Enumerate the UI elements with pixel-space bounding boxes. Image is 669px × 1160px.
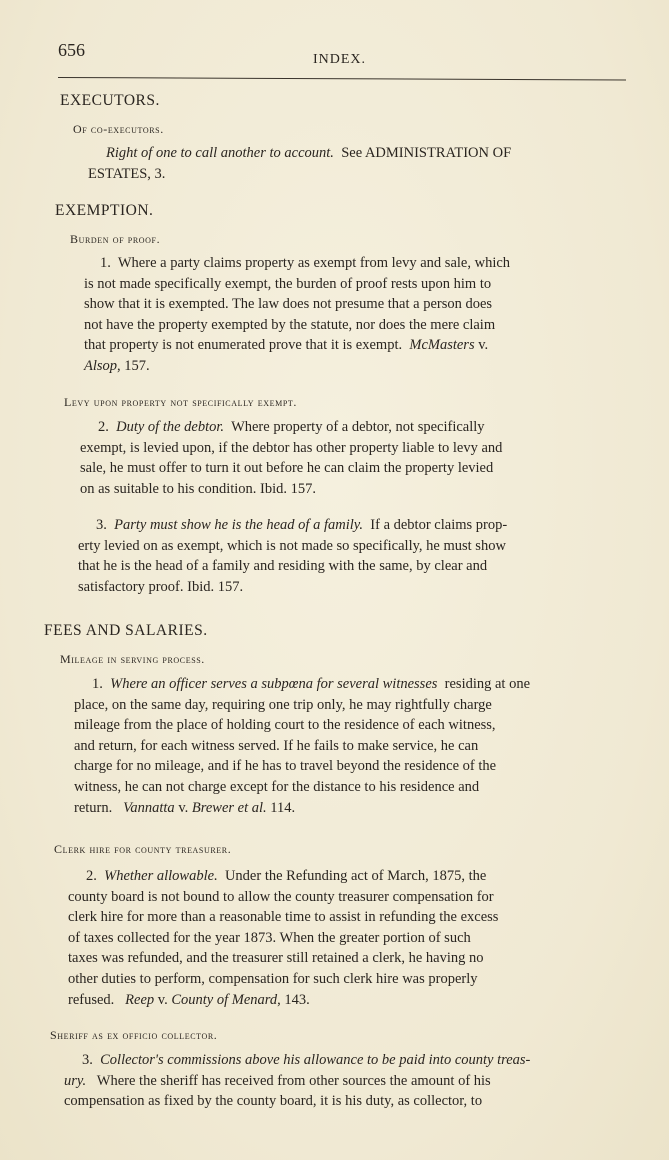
entry-number: 1. — [100, 255, 111, 271]
entry-text: ESTATES, 3. — [88, 165, 166, 182]
citation-v: v. — [478, 337, 489, 354]
entry-text: return. — [74, 799, 113, 816]
section-heading-fees-and-salaries: FEES AND SALARIES. — [44, 622, 208, 639]
entry-text: place, on the same day, requiring one trip only, he may rightfully charge — [74, 696, 492, 713]
entry-text: Where a party claims property as exempt from levy and sale, which — [117, 255, 511, 271]
subheading-mileage: Mileage in serving process. — [60, 652, 205, 666]
subheading-burden-of-proof: Burden of proof. — [70, 232, 161, 246]
entry-text: Where the sheriff has received from other sources the amount of his — [96, 1072, 491, 1089]
entry-italic-lead: Collector's commissions above his allowance to be paid into county treas- — [100, 1052, 531, 1068]
entry-text: sale, he must offer to turn it out before he can claim the property levied — [80, 460, 494, 477]
entry-text: exempt, is levied upon, if the debtor has other property liable to levy and — [80, 439, 503, 456]
entry-text: not have the property exempted by the statute, nor does the mere claim — [84, 316, 496, 333]
entry-text: that he is the head of a family and residing with the same, by clear and — [78, 558, 488, 575]
entry-text: refused. — [68, 991, 115, 1008]
section-heading-exemption: EXEMPTION. — [55, 202, 154, 219]
entry-text: witness, he can not charge except for the distance to his residence and — [74, 778, 480, 795]
entry-text: on as suitable to his condition. Ibid. 157. — [80, 480, 317, 497]
entry-italic-lead: ury. — [64, 1072, 87, 1089]
entry-exemption-3 — [78, 515, 620, 597]
entry-fees-1 — [74, 674, 622, 818]
citation-case-name: Vannatta — [123, 799, 175, 816]
entry-text: is not made specifically exempt, the burden of proof rests upon him to — [84, 275, 492, 292]
entry-text: other duties to perform, compensation for such clerk hire was properly — [68, 970, 478, 987]
citation-page: , 143. — [277, 991, 310, 1008]
entry-fees-3 — [64, 1050, 616, 1112]
entry-text: mileage from the place of holding court to the residence of each witness, — [74, 717, 496, 734]
entry-exemption-2 — [80, 417, 622, 499]
entry-text: erty levied on as exempt, which is not made so specifically, he must show — [78, 537, 506, 554]
entry-text: satisfactory proof. Ibid. 157. — [78, 578, 244, 595]
subheading-sheriff-collector: Sheriff as ex officio collector. — [50, 1028, 218, 1042]
citation-v: v. — [157, 991, 168, 1008]
entry-number: 2. — [98, 419, 109, 435]
entry-text: county board is not bound to allow the county treasurer compensation for — [68, 888, 494, 905]
citation-page: 114. — [270, 799, 296, 816]
entry-number: 3. — [82, 1052, 93, 1068]
entry-italic-lead: Party must show he is the head of a family. — [114, 517, 364, 533]
subheading-clerk-hire: Clerk hire for county treasurer. — [54, 842, 232, 856]
entry-text: See ADMINISTRATION OF — [341, 145, 512, 161]
entry-number: 1. — [92, 676, 103, 692]
citation-case-name: Brewer et al. — [191, 799, 267, 816]
entry-italic-lead: Whether allowable. — [104, 868, 218, 884]
citation-v: v. — [178, 799, 189, 816]
entry-text: Under the Refunding act of March, 1875, the — [224, 868, 487, 884]
citation-case-name: Reep — [125, 991, 155, 1008]
subheading-of-co-executors: Of co-executors. — [73, 122, 164, 136]
entry-text: If a debtor claims prop- — [370, 517, 508, 533]
entry-text: of taxes collected for the year 1873. When the greater portion of such — [68, 929, 471, 946]
entry-text: compensation as fixed by the county board, it is his duty, as collector, to — [64, 1093, 483, 1110]
entry-text: that property is not enumerated prove that it is exempt. — [84, 337, 403, 354]
entry-italic-lead: Right of one to call another to account. — [106, 145, 334, 161]
citation-page: , 157. — [117, 357, 150, 374]
entry-italic-lead: Where an officer serves a subpœna for several witnesses — [110, 676, 438, 692]
running-head: INDEX. — [313, 52, 367, 67]
entry-text: taxes was refunded, and the treasurer still retained a clerk, he having no — [68, 950, 484, 967]
entry-text: Where property of a debtor, not specifically — [231, 419, 485, 435]
citation-case-name: McMasters — [409, 337, 475, 354]
entry-text: charge for no mileage, and if he has to travel beyond the residence of the — [74, 758, 497, 775]
entry-fees-2 — [68, 866, 616, 1010]
page-number: 656 — [58, 40, 85, 60]
subheading-levy-upon-property: Levy upon property not specifically exempt. — [64, 395, 297, 409]
entry-number: 3. — [96, 517, 107, 533]
entry-exemption-1 — [84, 253, 626, 377]
entry-italic-lead: Duty of the debtor. — [116, 419, 225, 435]
citation-case-name: County of Menard — [171, 991, 278, 1008]
entry-text: show that it is exempted. The law does not presume that a person does — [84, 296, 493, 313]
entry-text: and return, for each witness served. If he fails to make service, he can — [74, 737, 479, 754]
header-rule — [58, 77, 626, 80]
entry-executors-co — [88, 143, 626, 184]
entry-text: residing at one — [444, 676, 531, 692]
section-heading-executors: EXECUTORS. — [60, 92, 160, 109]
entry-text: clerk hire for more than a reasonable time to assist in refunding the excess — [68, 909, 499, 926]
citation-case-name: Alsop — [84, 357, 118, 374]
entry-number: 2. — [86, 868, 97, 884]
